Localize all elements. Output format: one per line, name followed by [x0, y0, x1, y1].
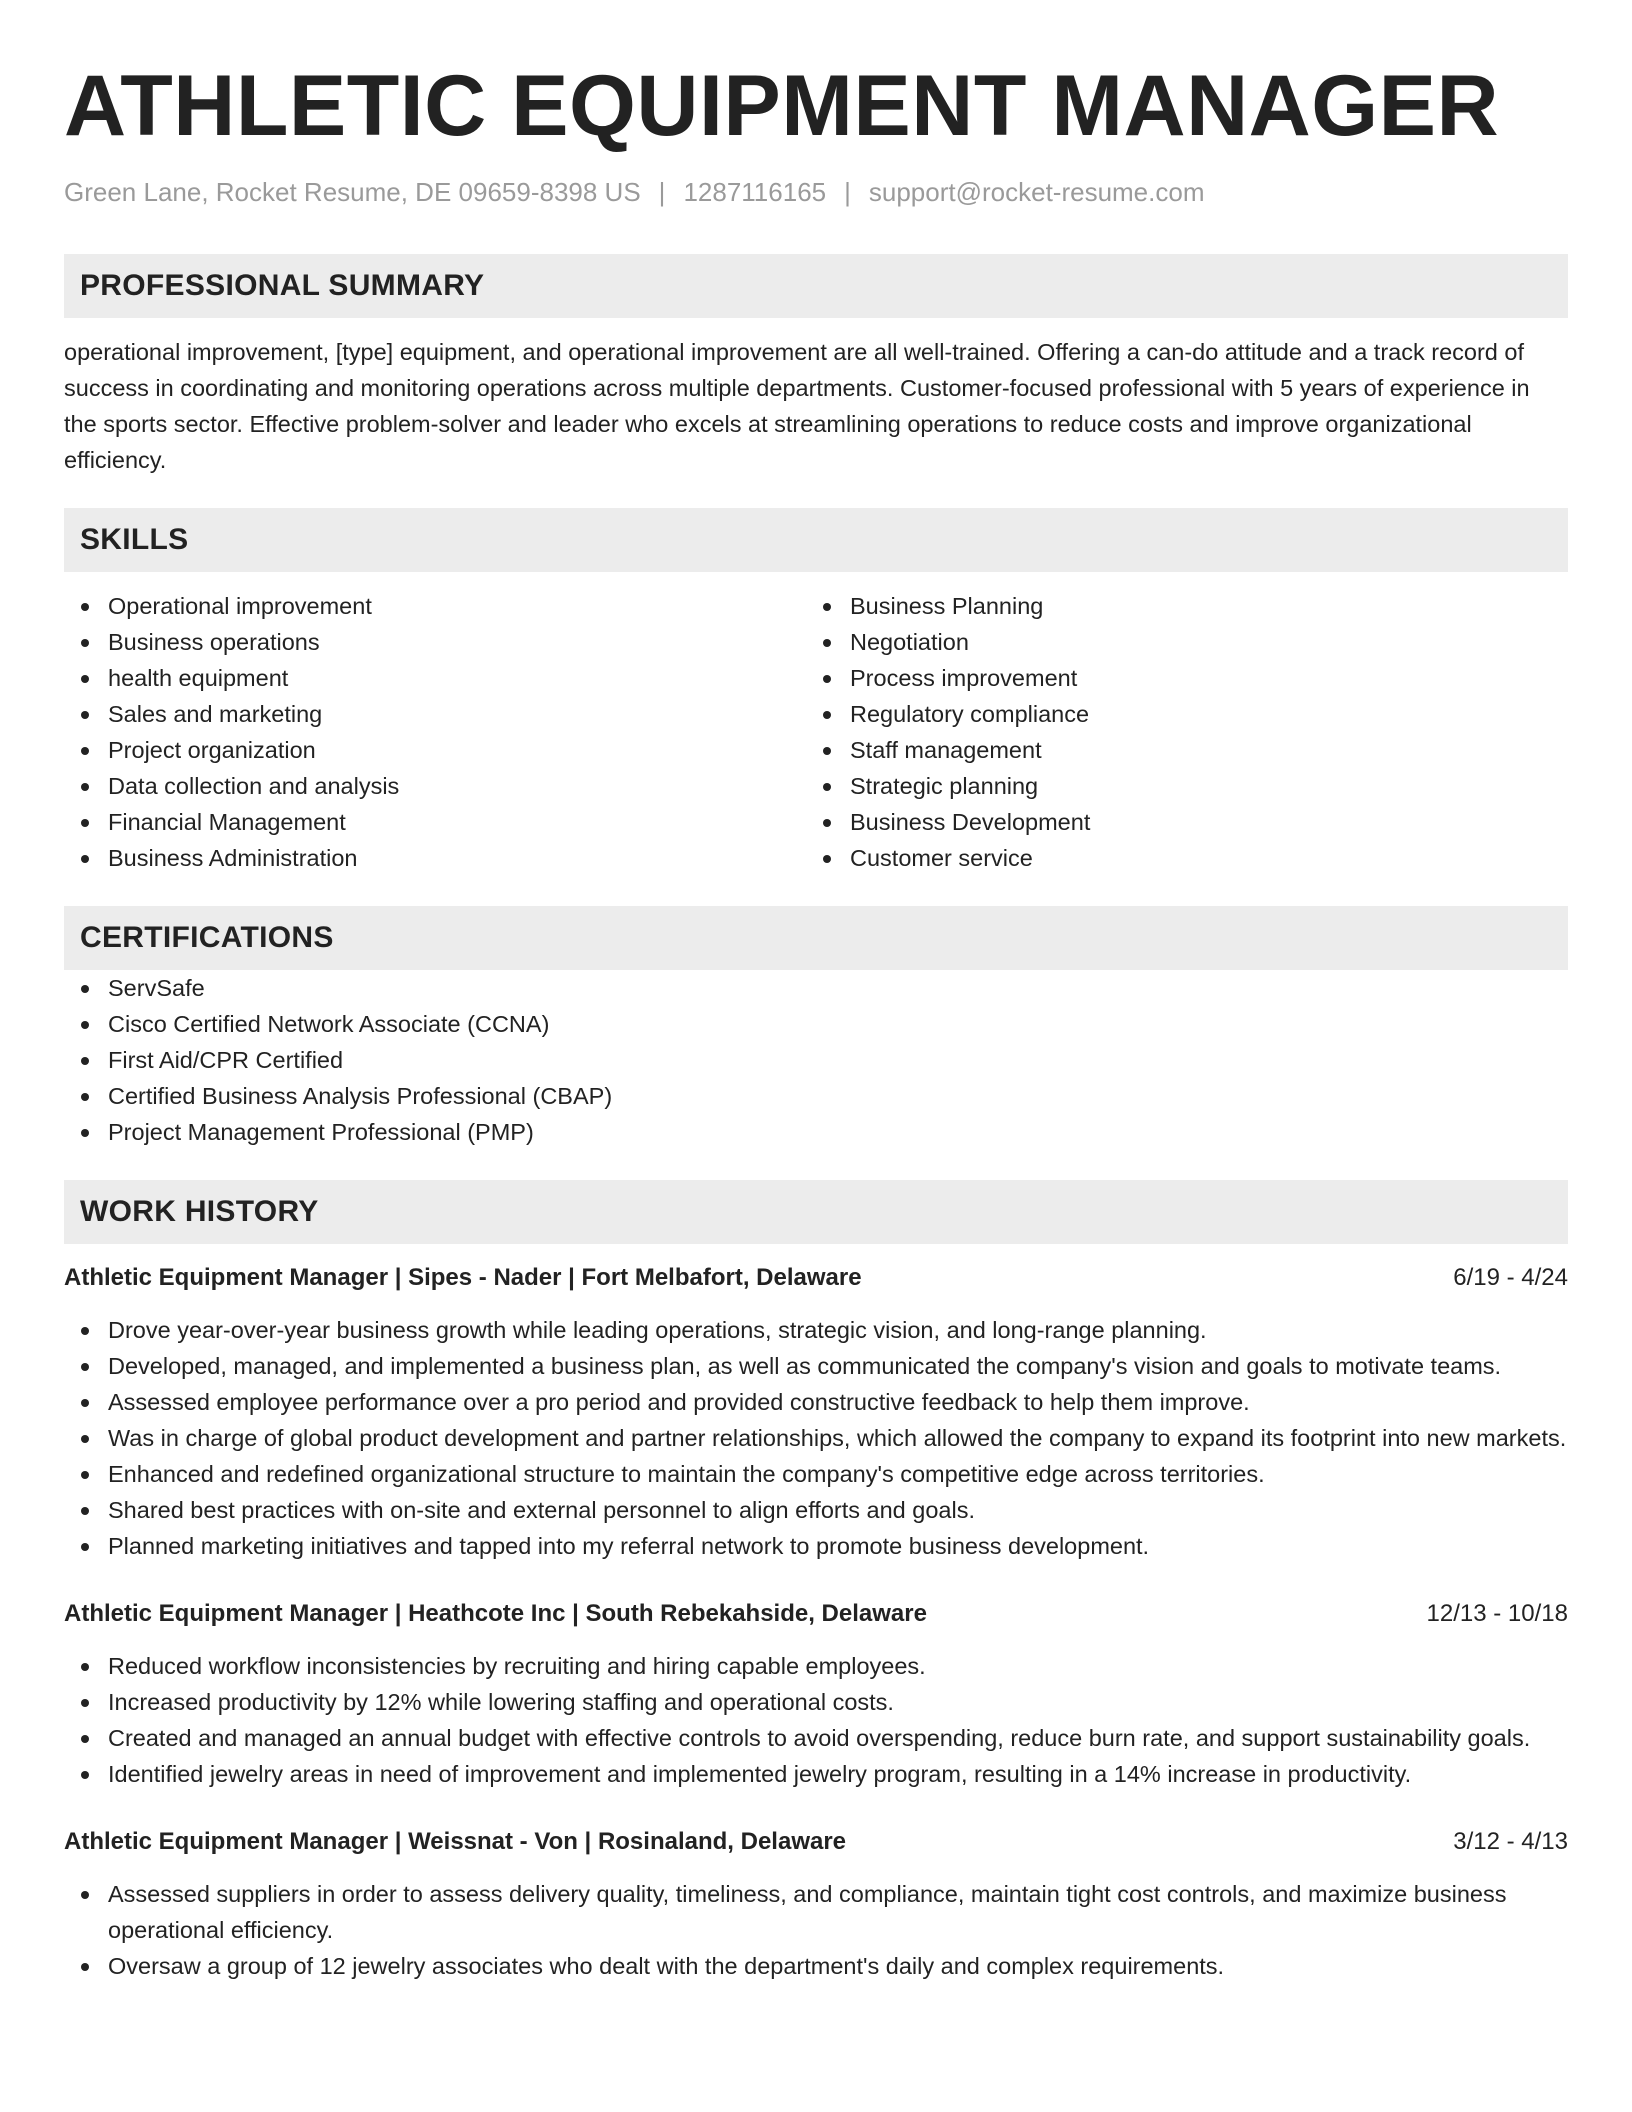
- contact-separator: |: [658, 177, 666, 207]
- skill-item: Business Development: [806, 804, 1568, 840]
- resume-name: ATHLETIC EQUIPMENT MANAGER: [64, 58, 1500, 154]
- job-bullet: Assessed suppliers in order to assess delivery quality, timeliness, and compliance, maintain tight cost controls, and maximize business operational efficiency.: [64, 1876, 1568, 1948]
- job-bullets: [64, 1648, 1568, 1792]
- job-bullet: Developed, managed, and implemented a business plan, as well as communicated the company's vision and goals to motivate teams.: [64, 1348, 1568, 1384]
- job-bullet: Reduced workflow inconsistencies by recruiting and hiring capable employees.: [64, 1648, 1568, 1684]
- certification-item: Project Management Professional (PMP): [64, 1114, 1568, 1150]
- summary-heading: PROFESSIONAL SUMMARY: [64, 254, 1568, 318]
- summary-text: operational improvement, [type] equipment, and operational improvement are all well-trained. Offering a can-do attitude and a track record of success in coordinating and monitoring operations across multiple departments. Customer-focused professional with 5 years of experience in the sports sector. Effective problem-solver and leader who excels at streamlining operations to reduce costs and improve organizational efficiency.: [64, 339, 1530, 473]
- contact-separator: |: [844, 177, 851, 207]
- certifications-section: [64, 906, 1568, 1150]
- skills-list-left: [64, 588, 806, 876]
- skills-list-right: [806, 588, 1568, 876]
- skill-item: Data collection and analysis: [64, 768, 806, 804]
- job-bullet: Increased productivity by 12% while lowering staffing and operational costs.: [64, 1684, 1568, 1720]
- summary-section: [64, 254, 1568, 478]
- job-bullets: [64, 1876, 1568, 1984]
- job-bullet: Assessed employee performance over a pro period and provided constructive feedback to help them improve.: [64, 1384, 1568, 1420]
- skill-item: Process improvement: [806, 660, 1568, 696]
- job-header: [64, 1596, 1568, 1632]
- job-bullet: Identified jewelry areas in need of improvement and implemented jewelry program, resulting in a 14% increase in productivity.: [64, 1756, 1568, 1792]
- job-title: Athletic Equipment Manager | Weissnat - Von | Rosinaland, Delaware: [64, 1828, 847, 1855]
- skills-grid: [64, 588, 1568, 876]
- skill-item: Business Administration: [64, 840, 806, 876]
- job-title: Athletic Equipment Manager | Sipes - Nader | Fort Melbafort, Delaware: [64, 1264, 862, 1291]
- contact-email[interactable]: support@rocket-resume.com: [868, 177, 1205, 207]
- job-title: Athletic Equipment Manager | Heathcote Inc | South Rebekahside, Delaware: [64, 1600, 927, 1627]
- certification-item: First Aid/CPR Certified: [64, 1042, 1568, 1078]
- contact-line: [64, 176, 1568, 208]
- certifications-heading: CERTIFICATIONS: [64, 906, 1568, 970]
- skill-item: Sales and marketing: [64, 696, 806, 732]
- certification-item: Certified Business Analysis Professional (CBAP): [64, 1078, 1568, 1114]
- job-bullet: Enhanced and redefined organizational structure to maintain the company's competitive edge across territories.: [64, 1456, 1568, 1492]
- certifications-list: [64, 970, 1568, 1150]
- skill-item: Customer service: [806, 840, 1568, 876]
- certification-item: Cisco Certified Network Associate (CCNA): [64, 1006, 1568, 1042]
- skill-item: health equipment: [64, 660, 806, 696]
- contact-address: Green Lane, Rocket Resume, DE 09659-8398 US: [64, 177, 641, 207]
- skills-heading: SKILLS: [64, 508, 1568, 572]
- certification-item: ServSafe: [64, 970, 1568, 1006]
- skill-item: Strategic planning: [806, 768, 1568, 804]
- job-bullet: Planned marketing initiatives and tapped into my referral network to promote business development.: [64, 1528, 1568, 1564]
- work-history-section: [64, 1180, 1568, 1984]
- skills-section: [64, 508, 1568, 876]
- skill-item: Business Planning: [806, 588, 1568, 624]
- skill-item: Operational improvement: [64, 588, 806, 624]
- job-entry: [64, 1596, 1568, 1792]
- job-header: [64, 1260, 1568, 1296]
- job-bullet: Shared best practices with on-site and external personnel to align efforts and goals.: [64, 1492, 1568, 1528]
- job-dates: 6/19 - 4/24: [1453, 1264, 1568, 1291]
- job-bullets: [64, 1312, 1568, 1564]
- job-header: [64, 1824, 1568, 1860]
- job-entry: [64, 1824, 1568, 1984]
- job-bullet: Oversaw a group of 12 jewelry associates who dealt with the department's daily and complex requirements.: [64, 1948, 1568, 1984]
- job-entry: [64, 1260, 1568, 1564]
- job-dates: 12/13 - 10/18: [1426, 1600, 1568, 1627]
- skill-item: Project organization: [64, 732, 806, 768]
- work-history-heading: WORK HISTORY: [64, 1180, 1568, 1244]
- job-dates: 3/12 - 4/13: [1453, 1828, 1568, 1855]
- skill-item: Staff management: [806, 732, 1568, 768]
- job-bullet: Created and managed an annual budget with effective controls to avoid overspending, reduce burn rate, and support sustainability goals.: [64, 1720, 1568, 1756]
- skill-item: Negotiation: [806, 624, 1568, 660]
- skill-item: Business operations: [64, 624, 806, 660]
- job-bullet: Drove year-over-year business growth while leading operations, strategic vision, and long-range planning.: [64, 1312, 1568, 1348]
- skill-item: Regulatory compliance: [806, 696, 1568, 732]
- job-bullet: Was in charge of global product development and partner relationships, which allowed the company to expand its footprint into new markets.: [64, 1420, 1568, 1456]
- contact-phone: 1287116165: [683, 177, 827, 207]
- skill-item: Financial Management: [64, 804, 806, 840]
